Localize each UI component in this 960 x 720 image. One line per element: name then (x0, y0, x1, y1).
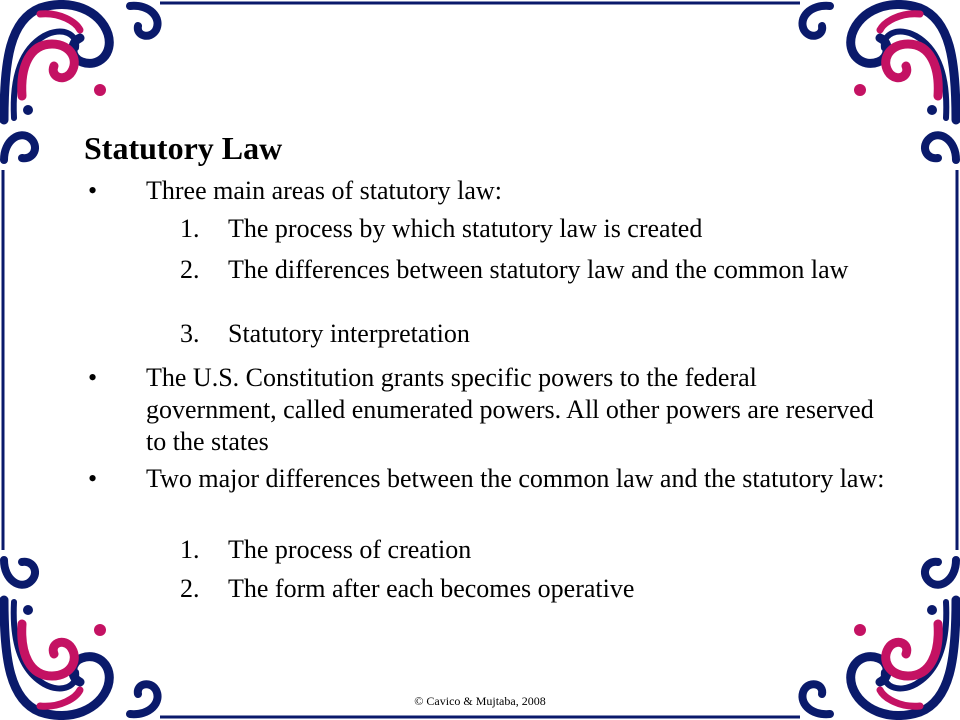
item-text: The process by which statutory law is created (228, 214, 703, 243)
bullet-text: The U.S. Constitution grants specific powers to the federal government, called enumerated powers. All other powers are reserved to the states (146, 363, 874, 456)
item-number: 1. (180, 535, 200, 564)
item-number: 2. (180, 574, 200, 603)
bullet-mark: • (88, 363, 98, 392)
copyright-footer: © Cavico & Mujtaba, 2008 (414, 694, 546, 708)
item-number: 3. (180, 319, 200, 348)
bullet-text: Three main areas of statutory law: (146, 176, 502, 205)
slide-title: Statutory Law (84, 130, 283, 166)
bullet-text: Two major differences between the common law and the statutory law: (146, 464, 885, 493)
item-number: 1. (180, 214, 200, 243)
item-text: Statutory interpretation (228, 319, 470, 348)
item-text: The process of creation (228, 535, 472, 564)
item-number: 2. (180, 255, 200, 284)
bullet-mark: • (88, 176, 98, 205)
bullet-mark: • (88, 464, 98, 493)
item-text: The differences between statutory law and the common law (228, 255, 849, 284)
item-text: The form after each becomes operative (228, 574, 635, 603)
